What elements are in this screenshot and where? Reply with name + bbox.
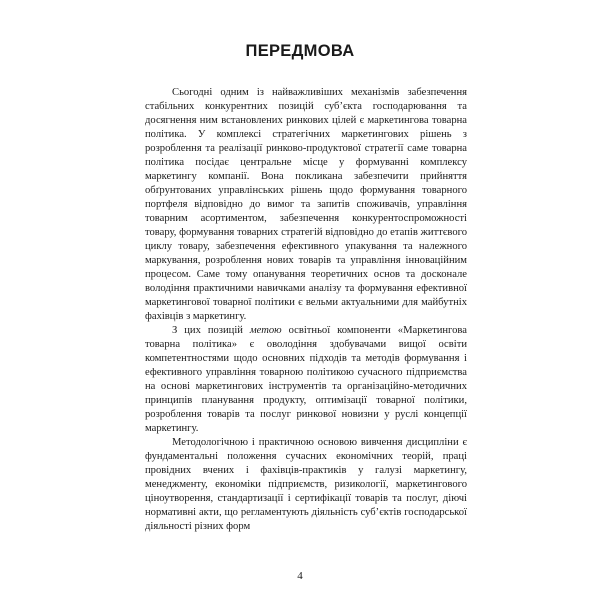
page-title: ПЕРЕДМОВА bbox=[245, 42, 355, 60]
body-text bbox=[145, 86, 467, 534]
paragraph-goal-lead: З цих позицій bbox=[172, 325, 250, 336]
page-number: 4 bbox=[297, 570, 303, 582]
paragraph-goal-rest: освітньої компоненти «Маркетингова товарна політика» є оволодіння здобувачами вищої освіти компетентностями щодо основних підходів та методів формування і ефективного управління товарною політикою сучасного підприємства на основі маркетингових інструментів та організаційно-методичних принципів планування продукту, оптимізації товарної політики, розроблення товарів та послуг ринкової новизни у руслі концепції маркетингу. bbox=[145, 325, 467, 434]
emphasis-goal: метою bbox=[249, 325, 282, 336]
paragraph-goal bbox=[145, 324, 467, 436]
paragraph-intro: Сьогодні одним із найважливіших механізмів забезпечення стабільних конкурентних позицій суб’єкта господарювання та досягнення ним встановлених ринкових цілей є маркетингова товарна політика. У комплексі стратегічних маркетингових рішень з розроблення та реалізації ринково-продуктової стратегії саме товарна політика посідає центральне місце у формуванні комплексу маркетингу компанії. Вона покликана забезпечити прийняття обґрунтованих управлінських рішень щодо формування товарного портфеля відповідно до вимог та запитів споживачів, управління товарним асортиментом, забезпечення конкурентоспроможності товару, формування товарних стратегій відповідно до етапів життєвого циклу товару, забезпечення ефективного упакування та належного маркування, розроблення нових товарів та управління інноваційним процесом. Саме тому опанування теоретичних основ та досконале володіння практичними навичками аналізу та формування ефективної маркетингової товарної політики є вельми актуальними для майбутніх фахівців з маркетингу. bbox=[145, 87, 467, 322]
paragraph-methodology: Методологічною і практичною основою вивчення дисципліни є фундаментальні положення сучасних економічних теорій, праці провідних вчених і фахівців-практиків у галузі маркетингу, менеджменту, економіки підприємств, ризикології, маркетингового ціноутворення, стандартизації і сертифікації товарів та послуг, діючі нормативні акти, що регламентують діяльність суб’єктів господарської діяльності різних форм bbox=[145, 437, 467, 532]
